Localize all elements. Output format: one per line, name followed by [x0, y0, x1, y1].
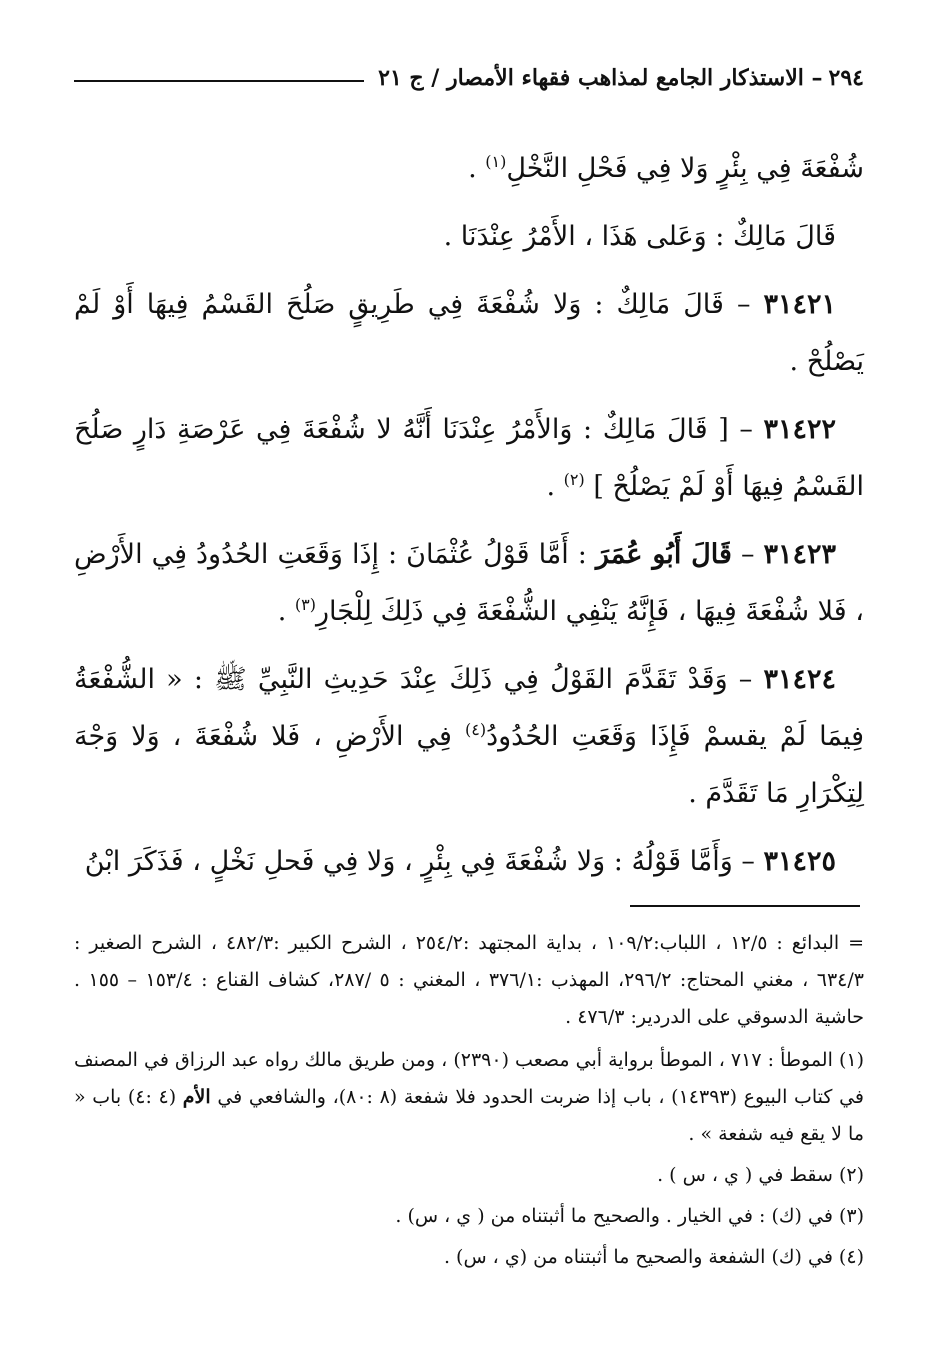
paragraph-31421 [74, 276, 864, 390]
paragraph-number: ٣١٤٢٢ [763, 414, 836, 445]
footnote-ref-2: (٢) [563, 470, 585, 489]
paragraph-text: قَالَ مَالِكٌ : وَعَلى هَذَا ، الأَمْرُ عِنْدَنَا . [443, 221, 836, 252]
footnote-2: (٢) سقط في ( ي ، س ) . [657, 1164, 864, 1186]
paragraph-tail: . [277, 596, 295, 627]
speaker-name: قَالَ أَبُو عُمَرَ [595, 539, 732, 570]
running-header [74, 58, 864, 98]
paragraph-31422 [74, 401, 864, 515]
footnote-book-title: الأم [182, 1086, 211, 1108]
paragraph-number: ٣١٤٢٣ [763, 539, 836, 570]
footnote-continuation: = البدائع : ١٢/٥ ، اللباب:١٠٩/٢ ، بداية المجتهد :٢٥٤/٢ ، الشرح الكبير :٤٨٢/٣ ، الشرح الصغير : ٦٣٤/٣ ، مغني المحتاج: ٢٩٦/٢، المهذب :٣٧٦/١ ، المغني : ٥ /٢٨٧، كشاف القناع : ١٥٣/٤ – ١٥٥ . حاشية الدسوقي على الدردير: ٤٧٦/٣ . [74, 932, 864, 1028]
paragraph-tail: فِي الأَرْضِ ، فَلا شُفْعَةَ ، وَلا وَجْهَ لِتِكْرَارِ مَا تَقَدَّمَ . [74, 721, 864, 809]
footnote-ref-4: (٤) [464, 720, 487, 739]
paragraph-text: – وَأَمَّا قَوْلُهُ : وَلا شُفْعَةَ فِي بِئْرٍ ، وَلا فِي فَحلِ نَخْلٍ ، فَذَكَرَ ابْنُ [84, 846, 764, 877]
paragraph-number: ٣١٤٢٥ [763, 846, 836, 877]
paragraph-malik [74, 208, 864, 265]
header-rule [74, 80, 364, 82]
paragraph-tail: . [546, 471, 564, 502]
paragraph-text: – [ قَالَ مَالِكٌ : وَالأَمْرُ عِنْدَنَا أَنَّهُ لا شُفْعَةَ فِي عَرْصَةِ دَارٍ صَلُحَ القَسْمُ فِيهَا أَوْ لَمْ يَصْلُحْ ] [74, 414, 864, 502]
footnote-1 [74, 1042, 864, 1153]
paragraph-text: – قَالَ مَالِكٌ : وَلا شُفْعَةَ فِي طَرِيقٍ صَلُحَ القَسْمُ فِيهَا أَوْ لَمْ يَصْلُحْ . [74, 289, 864, 377]
paragraph-31423 [74, 526, 864, 640]
paragraph-number: ٣١٤٢١ [763, 289, 836, 320]
page-number: ٢٩٤ [828, 65, 864, 91]
paragraph-text: : أَمَّا قَوْلُ عُثْمَانَ : إِذَا وَقَعَتِ الحُدُودُ فِي الأَرْضِ ، فَلا شُفْعَةَ فِيهَا ، فَإِنَّهُ يَنْفِي الشُّفْعَةَ فِي ذَلِكَ لِلْجَارِ [74, 539, 864, 627]
footnote-4: (٤) في (ك) الشفعة والصحيح ما أثبتناه من (ي ، س) . [443, 1246, 864, 1268]
paragraph-number: ٣١٤٢٤ [763, 664, 836, 695]
paragraph-dash: – [731, 539, 764, 570]
paragraph-text: – وَقَدْ تَقَدَّمَ القَوْلُ فِي ذَلِكَ عِنْدَ حَدِيثِ النَّبِيِّ ﷺ : « الشُّفْعَةُ فِيمَا لَمْ يقسمْ فَإِذَا وَقَعَتِ الحُدُودُ [74, 664, 864, 752]
footnote-ref-1: (١) [485, 152, 507, 171]
paragraph-text: شُفْعَةَ فِي بِئْرٍ وَلا فِي فَحْلِ النَّخْلِ [506, 153, 864, 184]
paragraph-31424 [74, 651, 864, 822]
footnote-tail: (٤ :٤) باب « ما لا يقع فيه شفعة » . [74, 1086, 864, 1145]
footnote-text: (١) الموطأ : ٧١٧ ، الموطأ برواية أبي مصعب (٢٣٩٠) ، ومن طريق مالك رواه عبد الرزاق في المصنف في كتاب البيوع (١٤٣٩٣) ، باب إذا ضربت الحدود فلا شفعة (٨ :٨٠)، والشافعي في [74, 1049, 864, 1108]
footnote-rule [630, 905, 860, 907]
running-title: – الاستذكار الجامع لمذاهب فقهاء الأمصار / ج ٢١ [378, 65, 823, 91]
main-text [74, 140, 864, 901]
footnotes [74, 925, 864, 1280]
footnote-ref-3: (٣) [294, 595, 317, 614]
footnote-3: (٣) في (ك) : في الخيار . والصحيح ما أثبتناه من ( ي ، س) . [395, 1205, 864, 1227]
paragraph-31425 [74, 833, 864, 890]
paragraph-continuation [74, 140, 864, 197]
paragraph-tail: . [468, 153, 486, 184]
